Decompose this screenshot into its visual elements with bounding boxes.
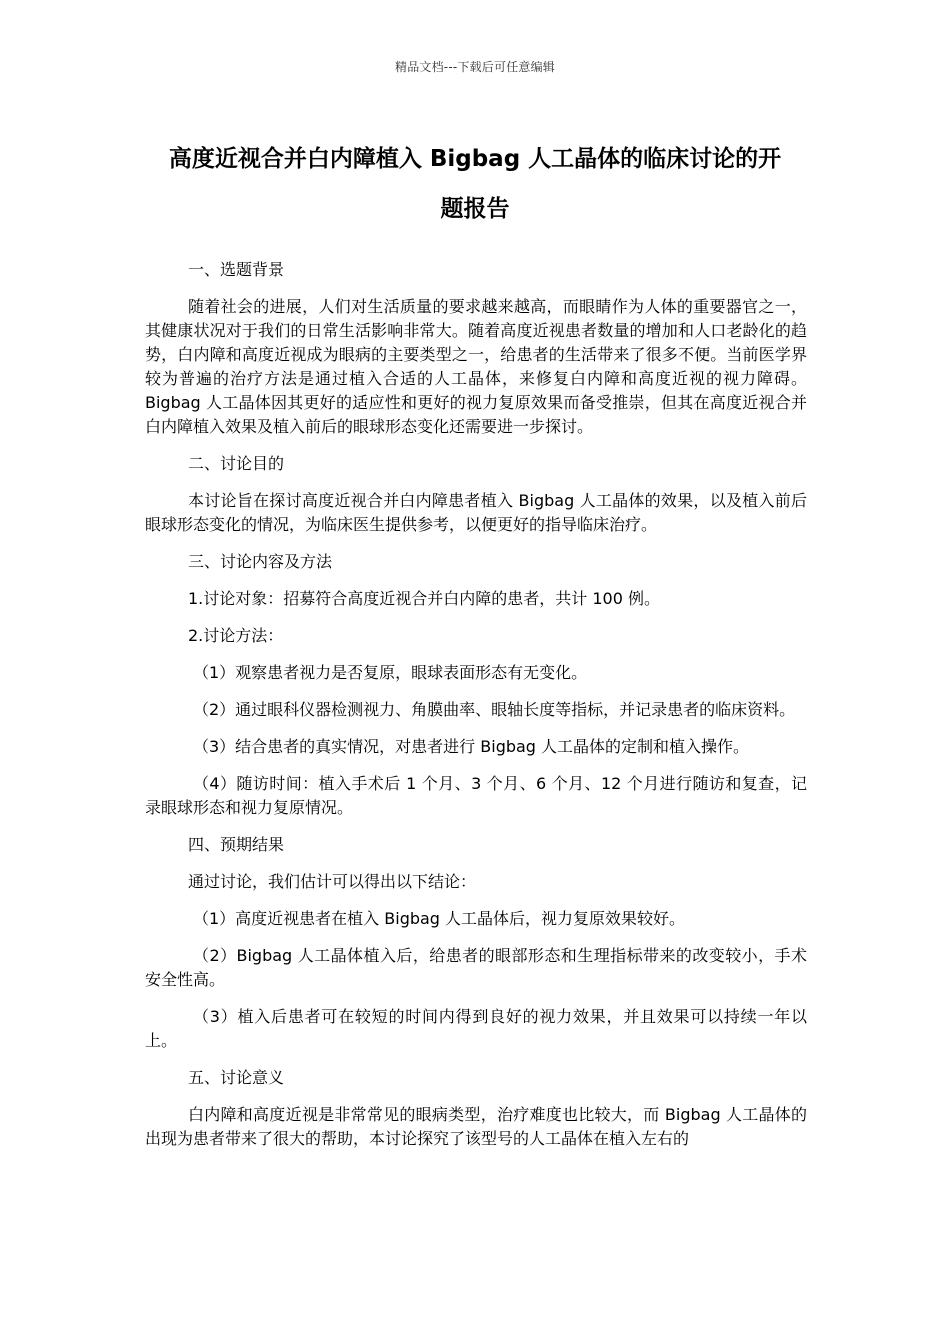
title-line-2: 题报告	[440, 196, 510, 222]
section-heading-background: 一、选题背景	[188, 260, 285, 279]
background-paragraph: 随着社会的进展，人们对生活质量的要求越来越高，而眼睛作为人体的重要器官之一，其健康状况对于我们的日常生活影响非常大。随着高度近视患者数量的增加和人口老龄化的趋势，白内障和高度近视成为眼病的主要类型之一，给患者的生活带来了很多不便。当前医学界较为普遍的治疗方法是通过植入合适的人工晶体，来修复白内障和高度近视的视力障碍。Bigbag 人工晶体因其更好的适应性和更好的视力复原效果而备受推崇，但其在高度近视合并白内障植入效果及植入前后的眼球形态变化还需要进一步探讨。	[145, 297, 807, 436]
document-title	[140, 134, 810, 234]
page-header: 精品文档---下载后可任意编辑	[395, 60, 555, 74]
significance-paragraph: 白内障和高度近视是非常常见的眼病类型，治疗难度也比较大，而 Bigbag 人工晶体的出现为患者带来了很大的帮助，本讨论探究了该型号的人工晶体在植入左右的	[145, 1105, 807, 1148]
method-item: （1）观察患者视力是否复原，眼球表面形态有无变化。	[193, 663, 588, 682]
method-item: （2）通过眼科仪器检测视力、角膜曲率、眼轴长度等指标，并记录患者的临床资料。	[193, 700, 796, 719]
method-item: （4）随访时间：植入手术后 1 个月、3 个月、6 个月、12 个月进行随访和复查，记录眼球形态和视力复原情况。	[145, 774, 807, 817]
result-item: （3）植入后患者可在较短的时间内得到良好的视力效果，并且效果可以持续一年以上。	[145, 1007, 807, 1050]
results-intro: 通过讨论，我们估计可以得出以下结论：	[188, 872, 477, 891]
section-heading-results: 四、预期结果	[188, 835, 285, 854]
title-line-1: 高度近视合并白内障植入 Bigbag 人工晶体的临床讨论的开	[168, 146, 782, 172]
section-heading-purpose: 二、讨论目的	[188, 454, 285, 473]
section-heading-significance: 五、讨论意义	[188, 1068, 285, 1087]
document-body	[145, 258, 807, 1151]
content-subject: 1.讨论对象：招募符合高度近视合并白内障的患者，共计 100 例。	[188, 589, 660, 608]
result-item: （2）Bigbag 人工晶体植入后，给患者的眼部形态和生理指标带来的改变较小，手术安全性高。	[145, 946, 807, 989]
method-item: （3）结合患者的真实情况，对患者进行 Bigbag 人工晶体的定制和植入操作。	[193, 737, 750, 756]
section-heading-content: 三、讨论内容及方法	[188, 552, 333, 571]
result-item: （1）高度近视患者在植入 Bigbag 人工晶体后，视力复原效果较好。	[193, 909, 686, 928]
purpose-paragraph: 本讨论旨在探讨高度近视合并白内障患者植入 Bigbag 人工晶体的效果，以及植入前后眼球形态变化的情况，为临床医生提供参考，以便更好的指导临床治疗。	[145, 491, 807, 534]
content-method-label: 2.讨论方法：	[188, 626, 284, 645]
